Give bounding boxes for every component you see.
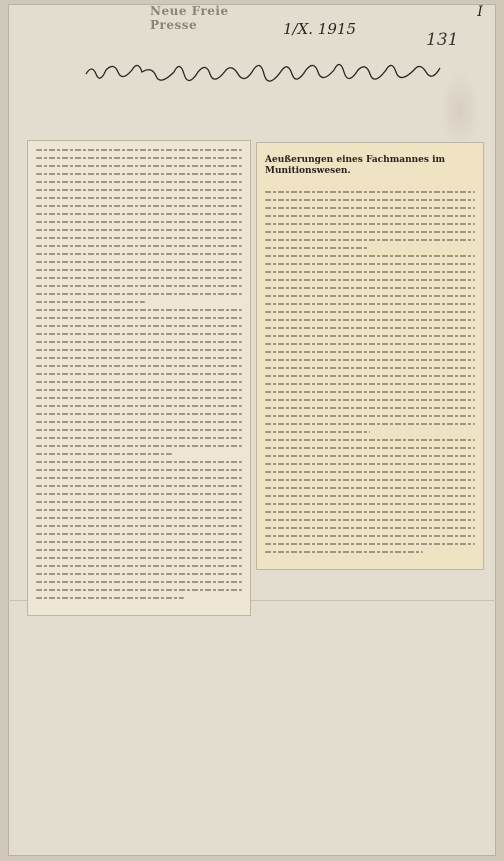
text-line [36,229,242,231]
text-line [265,279,475,281]
text-line [36,285,242,287]
text-line [265,311,475,313]
text-line [265,239,475,241]
text-line [265,327,475,329]
text-line [36,189,242,191]
text-line [36,173,242,175]
text-line [36,181,242,183]
text-line [36,405,242,407]
text-line [36,357,242,359]
text-line [265,255,475,257]
handwritten-date: 1/X. 1915 [283,20,356,38]
text-line [36,501,242,503]
text-line [36,269,242,271]
text-line [265,199,475,201]
text-line [265,303,475,305]
text-line [36,245,242,247]
text-line [36,541,242,543]
clipping-headline: Aeußerungen eines Fachmannes im Munitionswesen. [265,155,446,176]
text-line [36,205,242,207]
text-line [36,589,242,591]
text-line [265,287,475,289]
text-line [265,471,475,473]
text-line [36,277,242,279]
text-line [36,349,242,351]
text-line [36,165,242,167]
text-line [36,373,242,375]
text-line [265,431,370,433]
text-line [36,341,242,343]
text-line [36,381,242,383]
text-line [265,511,475,513]
text-line [265,375,475,377]
text-line [36,573,242,575]
text-line [36,365,242,367]
text-line [265,351,475,353]
text-line [36,565,242,567]
text-line [36,469,242,471]
text-line [36,149,242,151]
text-line [36,221,242,223]
text-line [36,157,242,159]
text-line [36,597,184,599]
text-line [265,383,475,385]
text-line [265,191,475,193]
text-line [265,415,475,417]
text-line [265,487,475,489]
text-line [36,461,242,463]
text-line [265,359,475,361]
text-line [36,517,242,519]
text-line [36,237,242,239]
text-line [36,509,242,511]
text-line [265,247,368,249]
text-line [36,325,242,327]
text-line [36,477,242,479]
text-line [265,423,475,425]
text-line [265,479,475,481]
text-line [265,391,475,393]
text-line [265,463,475,465]
text-line [265,527,475,529]
text-line [265,519,475,521]
text-line [265,447,475,449]
text-line [36,445,242,447]
text-line [36,261,242,263]
paper-stain [440,70,480,150]
text-line [265,271,475,273]
text-line [36,301,145,303]
newspaper-clipping-right [257,143,483,569]
text-line [36,453,172,455]
text-line [36,525,242,527]
text-line [36,533,242,535]
text-line [36,389,242,391]
text-line [36,437,242,439]
text-line [36,213,242,215]
handwritten-caption-icon [82,56,462,82]
text-line [265,455,475,457]
text-line [36,317,242,319]
text-line [36,413,242,415]
text-line [265,535,475,537]
text-line [36,421,242,423]
text-line [265,407,475,409]
text-line [36,309,242,311]
text-line [36,493,242,495]
text-line [36,557,242,559]
text-line [265,399,475,401]
text-line [36,253,242,255]
reference-number: 131 [426,30,459,50]
clipping-text-block [36,149,242,605]
clipping-text-block [265,191,475,559]
text-line [265,495,475,497]
text-line [265,367,475,369]
text-line [265,543,475,545]
text-line [36,197,242,199]
text-line [36,549,242,551]
text-line [36,397,242,399]
newspaper-clipping-left [28,141,250,615]
text-line [265,551,423,553]
text-line [265,319,475,321]
text-line [36,293,242,295]
text-line [36,485,242,487]
text-line [265,263,475,265]
text-line [265,231,475,233]
text-line [265,215,475,217]
newspaper-masthead: Neue Freie Presse [150,4,229,32]
text-line [36,581,242,583]
text-line [265,439,475,441]
text-line [265,223,475,225]
text-line [265,295,475,297]
text-line [265,503,475,505]
text-line [36,333,242,335]
text-line [265,343,475,345]
text-line [36,429,242,431]
text-line [265,207,475,209]
text-line [265,335,475,337]
page-mark: I [477,4,483,20]
